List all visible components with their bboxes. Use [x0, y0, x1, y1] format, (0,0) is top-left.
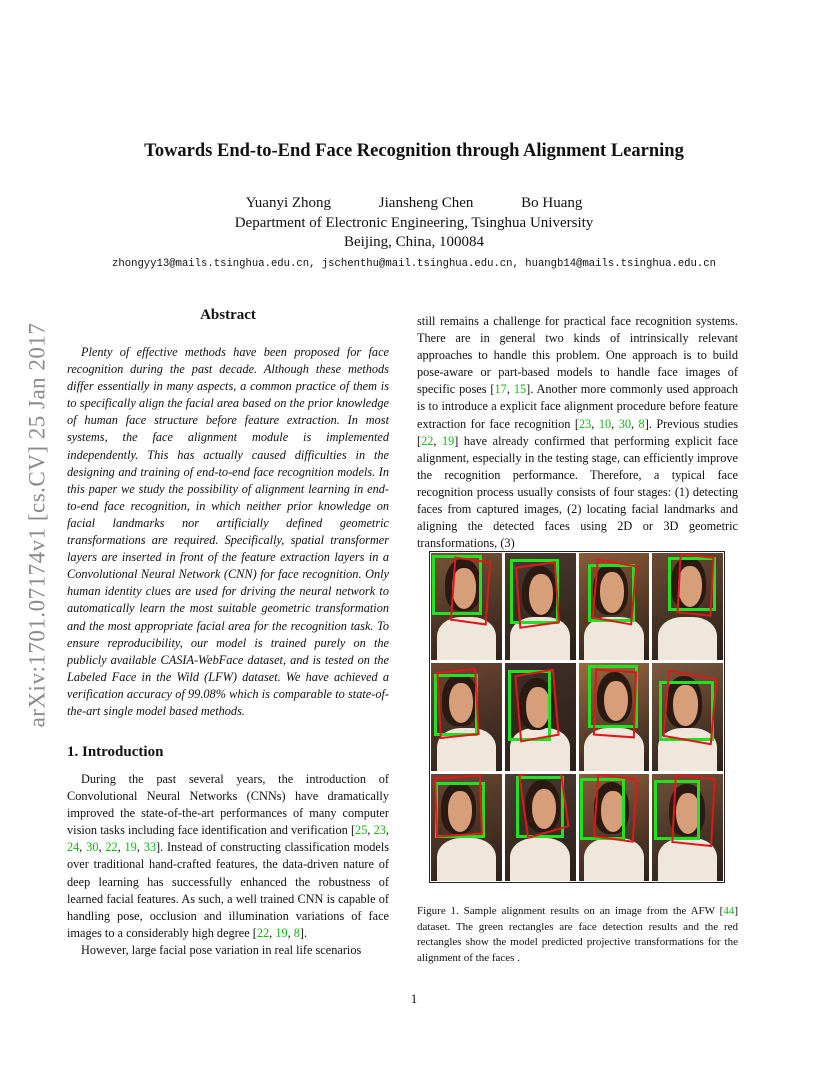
- citation-link[interactable]: 23: [578, 416, 592, 431]
- sample-face-image: [431, 553, 502, 660]
- photo-grid: [431, 553, 723, 881]
- sample-face-image: [652, 663, 723, 770]
- alignment-box: [672, 774, 716, 847]
- citation-link[interactable]: 24: [67, 840, 80, 855]
- intro-paragraph-1: During the past several years, the introduction of Convolutional Neural Networks (CNNs) have dramatically improved the state-of-the-art performances of many computer vision tasks including face identification and verification [25, 23, 24, 30, 22, 19, 33]. Instead of constructing classification models over traditional hand-crafted features, the data-driven nature of deep learning has successfully enhanced the robustness of learned facial features. As such, a well trained CNN is capable of handling pose, occlusion and illumination variations of face images to a considerably high degree [22, 19, 8].: [67, 772, 390, 940]
- citation-link[interactable]: 25: [355, 823, 368, 838]
- citation-link[interactable]: 22: [421, 433, 434, 448]
- citation-link[interactable]: 19: [124, 840, 137, 855]
- arxiv-stamp-text: arXiv:1701.07174v1 [cs.CV] 25 Jan 2017: [24, 322, 50, 728]
- arxiv-identifier-stamp: [20, 290, 54, 760]
- abstract-text: Plenty of effective methods have been proposed for face recognition during the past decade. Although these methods differ essentially in many aspects, a common practice of them is to specifically align the facial area based on the prior knowledge of human face structure before feature extraction. In most systems, the face alignment module is implemented independently. This has actually caused difficulties in the designing and training of end-to-end face recognition models. In this paper we study the possibility of alignment learning in end-to-end face recognition, in which neither prior knowledge on facial landmarks nor artificially defined geometric transformations are required. Specifically, spatial transformer layers are inserted in front of the feature extraction layers in a Convolutional Neural Network (CNN) for face recognition. Only human identity clues are used for driving the neural network to automatically learn the most suitable geometric transformation and the most appropriate facial area for the recognition task. To ensure reproducibility, our model is trained purely on the publicly available CASIA-WebFace dataset, and is tested on the Labeled Face in the Wild (LFW) dataset. We have achieved a verification accuracy of 99.08% which is comparable to state-of-the-art single model based methods.: [67, 345, 389, 718]
- alignment-box: [592, 558, 638, 625]
- abstract-heading: Abstract: [200, 307, 256, 323]
- sample-face-image: [431, 663, 502, 770]
- citation-link[interactable]: 33: [143, 840, 156, 855]
- author-list: [0, 195, 828, 212]
- sample-face-image: [505, 663, 576, 770]
- introduction-heading: 1. Introduction: [67, 744, 164, 760]
- figure-caption: Figure 1. Sample alignment results on an image from the AFW [44] dataset. The green rectangles are face detection results and the red rectangles show the model predicted projective transformations for the alignment of the faces .: [417, 905, 738, 964]
- right-column-paragraph: still remains a challenge for practical face recognition systems. There are in general two kinds of intrinsically relevant approaches to handle this problem. One approach is to build pose-aware or part-based models to handle face images of specific poses [17, 15]. Another more commonly used approach is to introduce a explicit face alignment procedure before feature extraction for face recognition [23, 10, 30, 8]. Previous studies [22, 19] have already confirmed that performing explicit face alignment, especially in the testing stage, can efficiently improve the recognition performance. Therefore, a typical face recognition process usually consists of four stages: (1) detecting faces from captured images, (2) locating facial landmarks and aligning the detected faces using 2D or 3D geometric transformations, (3): [417, 314, 739, 551]
- citation-link[interactable]: 22: [256, 925, 270, 940]
- citation-link[interactable]: 19: [442, 433, 455, 448]
- intro-paragraph-2: However, large facial pose variation in real life scenarios: [81, 942, 362, 957]
- right-column-text: [417, 313, 738, 552]
- alignment-box: [434, 774, 483, 837]
- sample-face-image: [579, 663, 650, 770]
- alignment-box: [450, 557, 491, 627]
- affiliation-location: Beijing, China, 100084: [344, 234, 484, 250]
- citation-link[interactable]: 8: [293, 925, 300, 940]
- citation-link[interactable]: 30: [86, 840, 99, 855]
- sample-face-image: [579, 553, 650, 660]
- citation-link[interactable]: 23: [373, 823, 386, 838]
- author-name: Bo Huang: [521, 195, 583, 211]
- alignment-box: [676, 553, 714, 617]
- alignment-box: [516, 561, 561, 629]
- author-name: Jiansheng Chen: [378, 195, 474, 211]
- paper-title: Towards End-to-End Face Recognition through Alignment Learning: [144, 141, 684, 161]
- citation-link[interactable]: 44: [723, 905, 735, 917]
- alignment-box: [436, 668, 479, 739]
- alignment-box: [593, 774, 638, 843]
- author-name: Yuanyi Zhong: [245, 195, 332, 211]
- citation-link[interactable]: 8: [638, 416, 645, 431]
- sample-face-image: [652, 774, 723, 881]
- citation-link[interactable]: 19: [275, 925, 288, 940]
- citation-link[interactable]: 30: [618, 416, 631, 431]
- sample-face-image: [579, 774, 650, 881]
- sample-face-image: [505, 774, 576, 881]
- citation-link[interactable]: 10: [598, 416, 612, 431]
- sample-face-image: [652, 553, 723, 660]
- abstract-body: [67, 344, 389, 720]
- sample-face-image: [505, 553, 576, 660]
- alignment-box: [593, 668, 638, 737]
- alignment-box: [662, 670, 717, 745]
- page-number: 1: [410, 991, 418, 1006]
- citation-link[interactable]: 22: [105, 840, 118, 855]
- sample-face-image: [431, 774, 502, 881]
- citation-link[interactable]: 17: [494, 382, 507, 397]
- figure-1-alignment-samples: [429, 551, 725, 883]
- introduction-body: [67, 771, 389, 959]
- author-emails: zhongyy13@mails.tsinghua.edu.cn, jschenthu@mail.tsinghua.edu.cn, huangb14@mails.tsinghua.edu.cn: [112, 258, 716, 270]
- alignment-box: [515, 668, 560, 741]
- affiliation: Department of Electronic Engineering, Tsinghua University: [234, 215, 594, 231]
- citation-link[interactable]: 15: [513, 382, 527, 397]
